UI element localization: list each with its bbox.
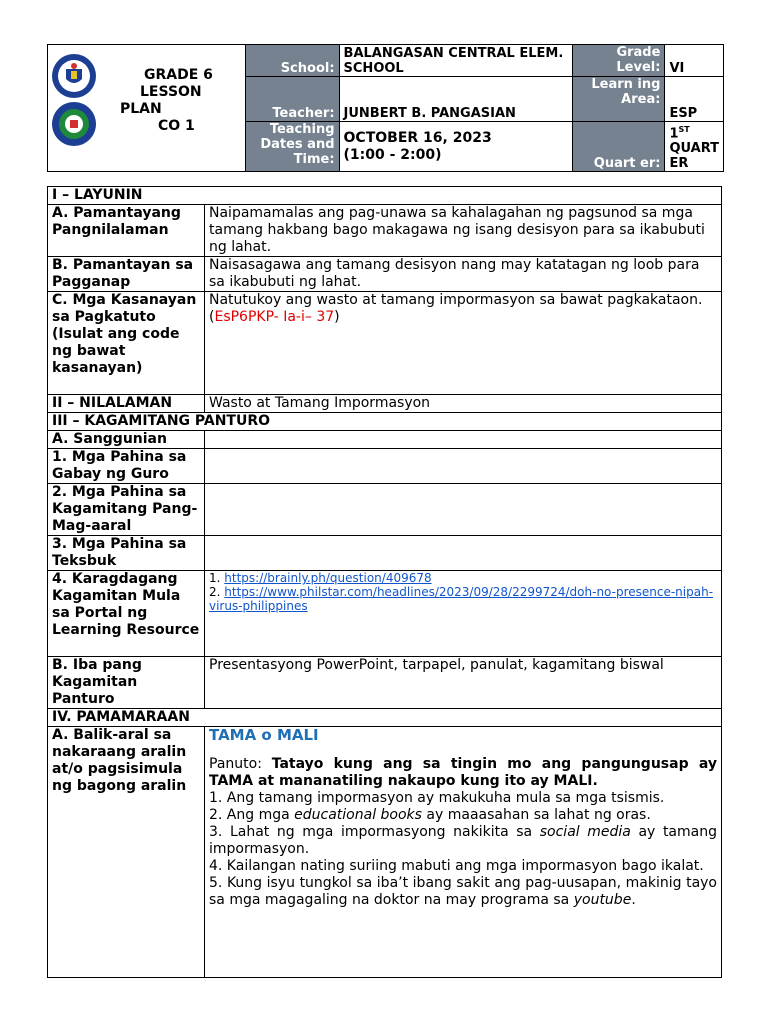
teacher-value: JUNBERT B. PANGASIAN	[339, 77, 573, 122]
item-3-text-b: ay tamang impormasyon.	[209, 824, 717, 857]
row-value-sanggunian	[205, 431, 722, 449]
title-logo-cell	[48, 45, 246, 172]
school-label: School:	[246, 45, 339, 77]
resource-link-1[interactable]: https://brainly.ph/question/409678	[224, 571, 432, 585]
item-5-text-b: .	[631, 892, 636, 908]
section-layunin: I – LAYUNIN	[48, 187, 722, 205]
item-5-emphasis: youtube	[573, 892, 632, 908]
row-label-gabay-guro: 1. Mga Pahina sa Gabay ng Guro	[48, 449, 205, 484]
row-value-kasanayan	[205, 292, 722, 395]
section-pamamaraan: IV. PAMAMARAAN	[48, 709, 722, 727]
resource-link-1-prefix: 1.	[209, 571, 225, 585]
teaching-dates-label: Teaching Dates and Time:	[246, 122, 339, 172]
activity-item-4: 4. Kailangan nating suriing mabuti ang mga impormasyon bago ikalat.	[209, 858, 704, 874]
lesson-plan-header	[47, 44, 724, 172]
row-label-kasanayan: C. Mga Kasanayan sa Pagkatuto (Isulat ang code ng bawat kasanayan)	[48, 292, 205, 395]
lesson-plan-table	[47, 186, 722, 978]
row-value-kagamitang-mag-aaral	[205, 484, 722, 536]
activity-item-5	[209, 875, 717, 909]
quarter-word-1: QUART	[669, 141, 719, 157]
teacher-label: Teacher:	[246, 77, 339, 122]
kasanayan-code-line	[209, 309, 717, 326]
row-label-pamantayan-pagganap: B. Pamantayan sa Pagganap	[48, 257, 205, 292]
row-label-balik-aral: A. Balik-aral sa nakaraang aralin at/o pagsisimula ng bagong aralin	[48, 727, 205, 978]
deped-seal-icon	[51, 53, 97, 99]
lesson-title	[110, 67, 213, 135]
item-2-text-b: ay maaasahan sa lahat ng oras.	[421, 807, 651, 823]
time-text: (1:00 - 2:00)	[343, 146, 442, 163]
item-3-emphasis: social media	[539, 824, 631, 840]
panuto-label: Panuto:	[209, 756, 272, 772]
row-value-iba-pang-kagamitan: Presentasyong PowerPoint, tarpapel, panulat, kagamitang biswal	[205, 657, 722, 709]
title-line-plan: PLAN	[120, 101, 162, 117]
date-text: OCTOBER 16, 2023	[343, 129, 492, 146]
activity-heading: TAMA o MALI	[209, 726, 319, 744]
row-value-teksbuk	[205, 536, 722, 571]
nilalaman-value: Wasto at Tamang Impormasyon	[205, 395, 722, 413]
code-open-paren: (	[209, 309, 215, 325]
quarter-number: 1	[669, 126, 679, 142]
resource-link-2[interactable]: https://www.philstar.com/headlines/2023/09/28/2299724/doh-no-presence-nipah-virus-philippines	[209, 585, 714, 613]
item-2-text-a: 2. Ang mga	[209, 807, 295, 823]
quarter-label: Quart er:	[573, 122, 665, 172]
section-nilalaman: II – NILALAMAN	[48, 395, 205, 413]
dates-value	[339, 122, 573, 172]
grade-level-label: Grade Level:	[573, 45, 665, 77]
grade-level-value: VI	[665, 45, 724, 77]
item-2-emphasis: educational books	[294, 807, 422, 823]
row-label-karagdagang-kagamitan: 4. Karagdagang Kagamitan Mula sa Portal ng Learning Resource	[48, 571, 205, 657]
code-close-paren: )	[334, 309, 340, 325]
kasanayan-code: EsP6PKP- Ia-i– 37	[214, 309, 335, 325]
kasanayan-text: Natutukoy ang wasto at tamang impormasyon sa bawat pagkakataon.	[209, 292, 703, 308]
resource-link-2-prefix: 2.	[209, 585, 225, 599]
activity-item-1: 1. Ang tamang impormasyon ay makukuha mula sa mga tsismis.	[209, 790, 665, 806]
row-value-pamantayang-pangnilalaman: Naipamamalas ang pag-unawa sa kahalagahan ng pagsunod sa mga tamang hakbang bago makagawa ng isang desisyon para sa ikabubuti ng lahat.	[205, 205, 722, 257]
row-value-pamantayan-pagganap: Naisasagawa ang tamang desisyon nang may katatagan ng loob para sa ikabubuti ng lahat.	[205, 257, 722, 292]
row-label-teksbuk: 3. Mga Pahina sa Teksbuk	[48, 536, 205, 571]
title-line-co: CO 1	[158, 118, 195, 134]
item-3-text-a: 3. Lahat ng mga impormasyong nakikita sa	[209, 824, 540, 840]
learning-area-value: ESP	[665, 77, 724, 122]
quarter-suffix: ST	[678, 125, 690, 134]
school-seal-icon	[51, 101, 97, 147]
panuto-text: Tatayo kung ang sa tingin mo ang pangungusap ay TAMA at mananatiling nakaupo kung ito ay MALI.	[209, 756, 717, 789]
row-label-kagamitang-mag-aaral: 2. Mga Pahina sa Kagamitang Pang- Mag-aaral	[48, 484, 205, 536]
row-value-karagdagang-kagamitan	[205, 571, 722, 657]
section-kagamitang-panturo: III – KAGAMITANG PANTURO	[48, 413, 722, 431]
row-label-pamantayang-pangnilalaman: A. Pamantayang Pangnilalaman	[48, 205, 205, 257]
title-line-lesson: LESSON	[140, 84, 202, 100]
item-5-text-a: 5. Kung isyu tungkol sa iba’t ibang sakit ang pag-uusapan, makinig tayo sa mga magagaling na doktor na may programa sa	[209, 875, 717, 908]
activity-instruction	[209, 756, 717, 790]
row-label-sanggunian: A. Sanggunian	[48, 431, 205, 449]
learning-area-label: Learn ing Area:	[573, 77, 665, 122]
row-label-iba-pang-kagamitan: B. Iba pang Kagamitan Panturo	[48, 657, 205, 709]
school-value: BALANGASAN CENTRAL ELEM. SCHOOL	[339, 45, 573, 77]
resource-link-2-line	[209, 585, 717, 613]
row-value-gabay-guro	[205, 449, 722, 484]
resource-link-1-line	[209, 571, 717, 585]
activity-item-2	[209, 807, 717, 824]
row-value-balik-aral	[205, 727, 722, 978]
quarter-value	[665, 122, 724, 172]
activity-item-3	[209, 824, 717, 858]
title-line-grade: GRADE 6	[144, 67, 213, 83]
quarter-word-2: ER	[669, 156, 689, 172]
